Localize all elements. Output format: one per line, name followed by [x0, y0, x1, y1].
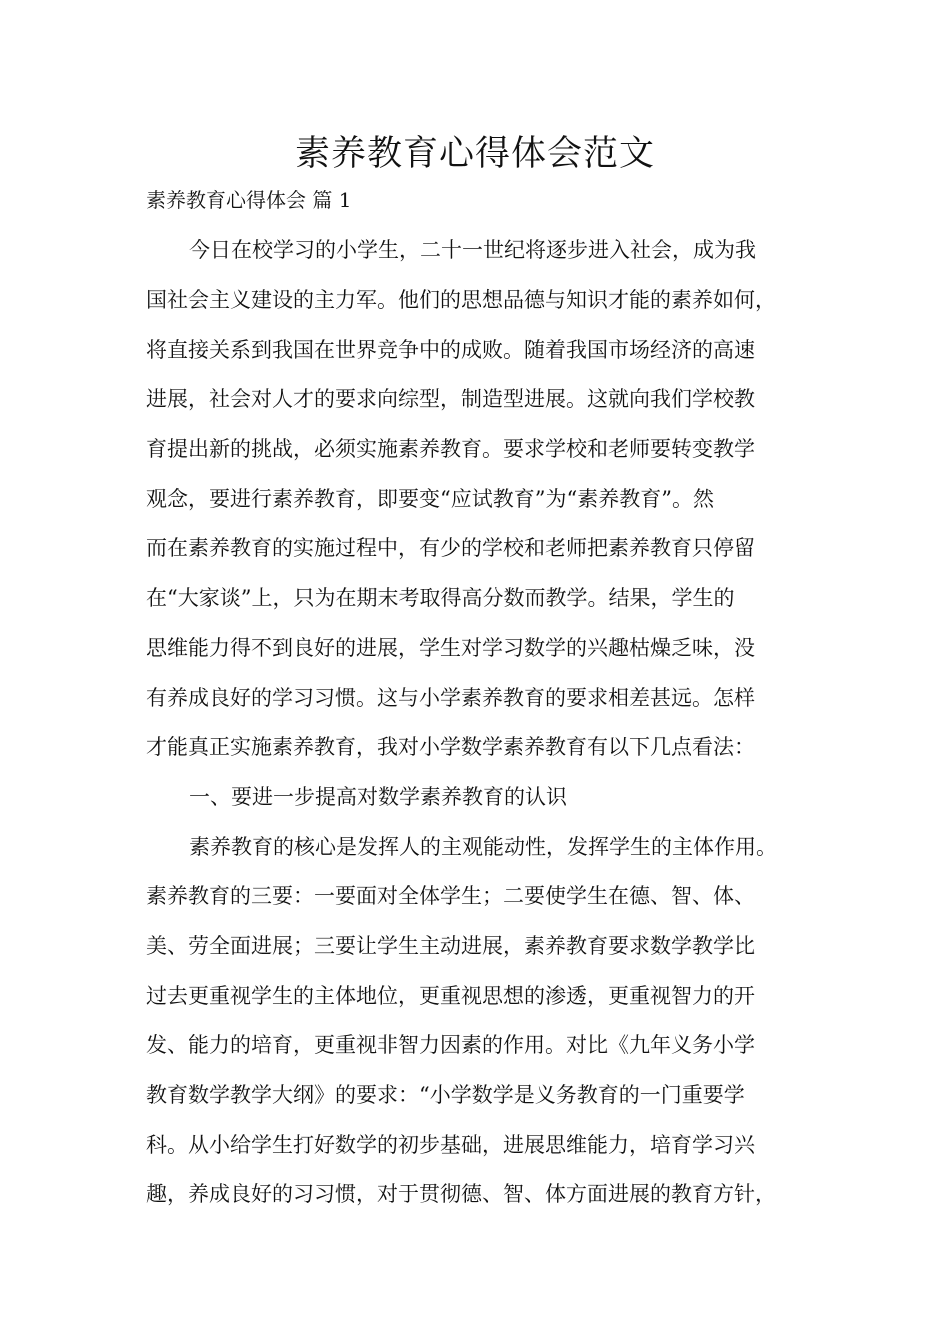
body-line: 才能真正实施素养教育，我对小学数学素养教育有以下几点看法： — [146, 735, 755, 759]
body-line: 科。从小给学生打好数学的初步基础，进展思维能力，培育学习兴 — [146, 1133, 755, 1157]
section-subheading: 一、要进一步提高对数学素养教育的认识 — [189, 785, 567, 809]
body-line: 国社会主义建设的主力军。他们的思想品德与知识才能的素养如何， — [146, 288, 776, 312]
body-line: 教育数学教学大纲》的要求：“小学数学是义务教育的一门重要学 — [146, 1083, 745, 1107]
body-line: 思维能力得不到良好的进展，学生对学习数学的兴趣枯燥乏味，没 — [146, 636, 755, 660]
body-line: 有养成良好的学习习惯。这与小学素养教育的要求相差甚远。怎样 — [146, 686, 755, 710]
body-line: 美、劳全面进展；三要让学生主动进展，素养教育要求数学教学比 — [146, 934, 755, 958]
body-line: 趣，养成良好的习习惯，对于贯彻德、智、体方面进展的教育方针， — [146, 1182, 776, 1206]
body-line: 而在素养教育的实施过程中，有少的学校和老师把素养教育只停留 — [146, 536, 755, 560]
section-heading: 素养教育心得体会 篇 1 — [146, 188, 352, 212]
body-line: 发、能力的培育，更重视非智力因素的作用。对比《九年义务小学 — [146, 1033, 755, 1057]
body-line: 育提出新的挑战，必须实施素养教育。要求学校和老师要转变教学 — [146, 437, 755, 461]
body-line: 今日在校学习的小学生，二十一世纪将逐步进入社会，成为我 — [189, 238, 756, 262]
body-line: 观念，要进行素养教育，即要变“应试教育”为“素养教育”。然 — [146, 487, 714, 511]
body-line: 进展，社会对人才的要求向综型，制造型进展。这就向我们学校教 — [146, 387, 755, 411]
body-line: 过去更重视学生的主体地位，更重视思想的渗透，更重视智力的开 — [146, 984, 755, 1008]
body-line: 将直接关系到我国在世界竞争中的成败。随着我国市场经济的高速 — [146, 338, 755, 362]
body-line: 在“大家谈”上，只为在期末考取得高分数而教学。结果，学生的 — [146, 586, 735, 610]
body-line: 素养教育的核心是发挥人的主观能动性，发挥学生的主体作用。 — [189, 835, 777, 859]
document-title: 素养教育心得体会范文 — [294, 134, 655, 174]
body-line: 素养教育的三要：一要面对全体学生；二要使学生在德、智、体、 — [146, 884, 755, 908]
